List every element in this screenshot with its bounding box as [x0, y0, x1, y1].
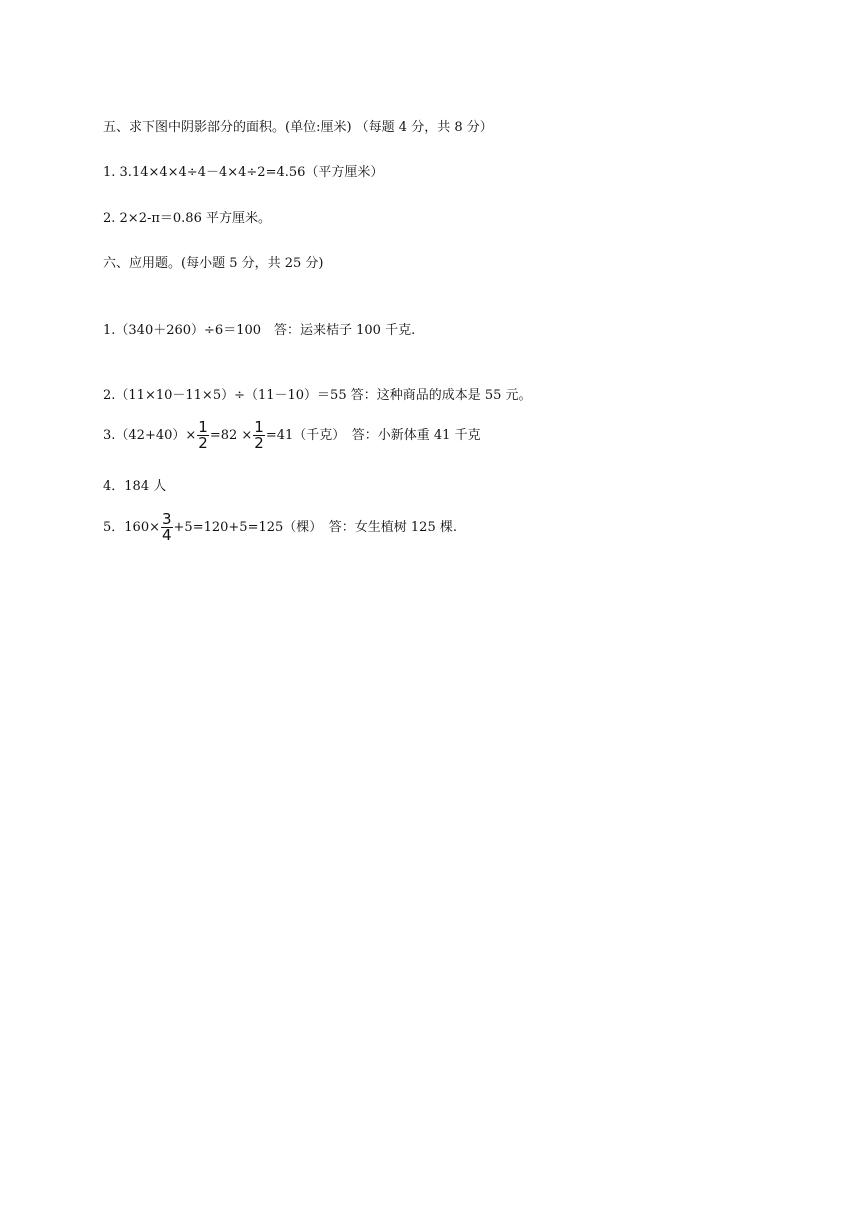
q3-fraction-1-denominator: 2 [198, 434, 208, 452]
q3-text-part3: =41（千克） 答：小新体重 41 千克 [265, 428, 481, 443]
q3-text-part2: =82 × [209, 428, 253, 443]
q5-fraction-denominator: 4 [161, 526, 172, 544]
section-6-heading: 六、应用题。(每小题 5 分，共 25 分) [103, 256, 324, 271]
q5-text-part1: 5．160× [103, 520, 160, 535]
q5-fraction [161, 512, 173, 543]
q5-fraction-numerator: 3 [161, 510, 172, 528]
q3-fraction-1 [197, 420, 209, 451]
q3-fraction-2-numerator: 1 [254, 418, 264, 436]
section-5-item-1: 1. 3.14×4×4÷4－4×4÷2=4.56（平方厘米） [103, 165, 384, 180]
q3-text-part1: 3.（42+40）× [103, 428, 197, 443]
question-2-answer: 2.（11×10－11×5）÷（11－10）＝55 答：这种商品的成本是 55 元。 [103, 388, 532, 403]
question-5-answer [103, 512, 457, 543]
section-5-item-2: 2. 2×2-π＝0.86 平方厘米。 [103, 211, 271, 226]
q3-fraction-1-numerator: 1 [198, 418, 208, 436]
question-1-answer: 1.（340＋260）÷6＝100 答：运来桔子 100 千克. [103, 323, 416, 338]
q3-fraction-2 [253, 420, 265, 451]
question-4-answer: 4．184 人 [103, 479, 167, 494]
section-5-heading: 五、求下图中阴影部分的面积。(单位:厘米) （每题 4 分，共 8 分） [103, 120, 493, 135]
q5-text-part2: +5=120+5=125（棵） 答：女生植树 125 棵. [173, 520, 457, 535]
question-3-answer [103, 420, 481, 451]
q3-fraction-2-denominator: 2 [254, 434, 264, 452]
